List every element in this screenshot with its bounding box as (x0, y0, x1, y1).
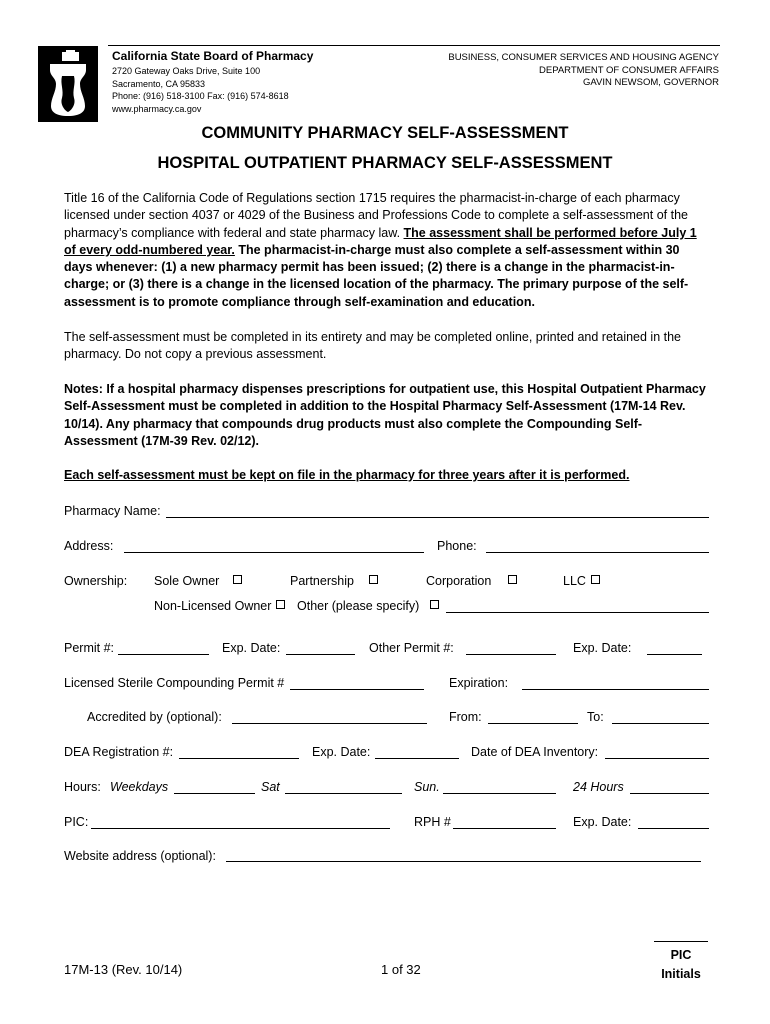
intro-paragraph (64, 190, 710, 311)
intro-text: Title 16 of the California Code of Regulations section 1715 requires the pharmacist-in-charge of each pharmacy licensed under section 4037 or 4029 of the Business and Professions Code to complete a self-assessment of the pharmacy’s compliance with federal and state pharmacy law. (64, 191, 688, 240)
llc-label: LLC (563, 574, 586, 588)
intro-deadline: The assessment shall be performed before July 1 of every odd-numbered year. (64, 225, 697, 257)
header-rule (108, 45, 720, 46)
accredited-label: Accredited by (optional): (87, 710, 222, 724)
mortar-and-pestle-icon (38, 46, 98, 122)
pic-initials-box[interactable] (650, 946, 712, 984)
accredited-field[interactable] (232, 723, 427, 724)
other-ownership-field[interactable] (446, 612, 709, 613)
phone-label: Phone: (437, 539, 477, 553)
other-permit-exp-field[interactable] (647, 654, 702, 655)
other-permit-field[interactable] (466, 654, 556, 655)
pic-exp-label: Exp. Date: (573, 815, 632, 829)
pic-label: PIC: (64, 815, 89, 829)
dea-exp-field[interactable] (375, 758, 459, 759)
sole-owner-checkbox[interactable] (233, 575, 242, 584)
governor-name: GAVIN NEWSOM, GOVERNOR (582, 77, 719, 89)
sunday-hours-field[interactable] (443, 793, 556, 794)
sterile-expiration-label: Expiration: (449, 676, 509, 690)
board-phone-fax: Phone: (916) 518-3100 Fax: (916) 574-8618 (112, 91, 289, 102)
pic-initials-rule (654, 941, 708, 942)
24-hours-field[interactable] (630, 793, 709, 794)
non-licensed-owner-checkbox[interactable] (276, 600, 285, 609)
pharmacy-name-field[interactable] (166, 517, 709, 518)
other-permit-label: Other Permit #: (369, 641, 454, 655)
saturday-hours-field[interactable] (285, 793, 402, 794)
dea-exp-label: Exp. Date: (312, 745, 371, 759)
accredited-to-label: To: (587, 710, 604, 724)
pharmacy-name-label: Pharmacy Name: (64, 504, 161, 518)
notes-paragraph: Notes: If a hospital pharmacy dispenses prescriptions for outpatient use, this Hospital Outpatient Pharmacy Self-Assessment must be completed in addition to the Hospital Pharmacy Self-Assessment (17M-14 Rev. 10/14). Any pharmacy that compounds drug products must also complete the Compounding Self-Assessment (17M-39 Rev. 02/12). (64, 382, 706, 448)
agency-name: BUSINESS, CONSUMER SERVICES AND HOUSING AGENCY (448, 52, 719, 63)
website-label: Website address (optional): (64, 849, 216, 863)
board-contact-block (112, 50, 313, 115)
dea-registration-field[interactable] (179, 758, 299, 759)
document-title: COMMUNITY PHARMACY SELF-ASSESSMENT (201, 124, 569, 142)
corporation-checkbox[interactable] (508, 575, 517, 584)
permit-number-label: Permit #: (64, 641, 115, 655)
phone-field[interactable] (486, 552, 709, 553)
other-ownership-checkbox[interactable] (430, 600, 439, 609)
board-city: Sacramento, CA 95833 (112, 78, 206, 89)
pic-field[interactable] (91, 828, 390, 829)
accredited-from-field[interactable] (488, 723, 578, 724)
address-label: Address: (64, 539, 114, 553)
llc-checkbox[interactable] (591, 575, 600, 584)
permit-exp-field[interactable] (286, 654, 355, 655)
completion-note: The self-assessment must be completed in its entirety and may be completed online, printed and retained in the pharmacy. Do not copy a previous assessment. (64, 330, 682, 362)
other-ownership-label: Other (please specify) (297, 599, 420, 613)
saturday-label: Sat (261, 780, 280, 794)
sterile-permit-label: Licensed Sterile Compounding Permit # (64, 676, 285, 690)
non-licensed-owner-label: Non-Licensed Owner (154, 599, 272, 613)
board-address: 2720 Gateway Oaks Drive, Suite 100 (112, 66, 261, 77)
initials-label: Initials (661, 967, 701, 981)
weekdays-hours-field[interactable] (174, 793, 255, 794)
address-field[interactable] (124, 552, 424, 553)
board-website: www.pharmacy.ca.gov (112, 103, 202, 114)
intro-requirements: The pharmacist-in-charge must also complete a self-assessment within 30 days whenever: (1) a new pharmacy permit has been issued; (2) there is a change in the pharmacist-in-charge; or (3) there is a change in the licensed location of the pharmacy. The primary purpose of the self-assessment is to promote compliance through self-examination and education. (64, 242, 689, 309)
dea-inventory-label: Date of DEA Inventory: (471, 745, 599, 759)
24-hours-label: 24 Hours (573, 780, 624, 794)
pic-label-footer: PIC (670, 948, 692, 962)
permit-number-field[interactable] (118, 654, 209, 655)
form-number: 17M-13 (Rev. 10/14) (64, 962, 183, 977)
document-subtitle: HOSPITAL OUTPATIENT PHARMACY SELF-ASSESSMENT (157, 154, 613, 172)
sunday-label: Sun. (414, 780, 440, 794)
rph-label: RPH # (414, 815, 451, 829)
accredited-to-field[interactable] (612, 723, 709, 724)
page-number: 1 of 32 (381, 962, 421, 977)
partnership-label: Partnership (290, 574, 354, 588)
website-field[interactable] (226, 861, 701, 862)
other-permit-exp-label: Exp. Date: (573, 641, 632, 655)
accredited-from-label: From: (449, 710, 482, 724)
rph-field[interactable] (453, 828, 556, 829)
pic-exp-field[interactable] (638, 828, 709, 829)
retention-note: Each self-assessment must be kept on file in the pharmacy for three years after it is performed. (64, 468, 630, 482)
sole-owner-label: Sole Owner (154, 574, 220, 588)
weekdays-label: Weekdays (110, 780, 169, 794)
board-name: California State Board of Pharmacy (112, 49, 314, 63)
sterile-expiration-field[interactable] (522, 689, 709, 690)
dea-registration-label: DEA Registration #: (64, 745, 174, 759)
sterile-permit-field[interactable] (290, 689, 424, 690)
permit-exp-label: Exp. Date: (222, 641, 281, 655)
ownership-label: Ownership: (64, 574, 128, 588)
department-name: DEPARTMENT OF CONSUMER AFFAIRS (539, 64, 719, 76)
corporation-label: Corporation (426, 574, 492, 588)
partnership-checkbox[interactable] (369, 575, 378, 584)
dea-inventory-field[interactable] (605, 758, 709, 759)
hours-label: Hours: (64, 780, 101, 794)
agency-block (448, 52, 719, 90)
